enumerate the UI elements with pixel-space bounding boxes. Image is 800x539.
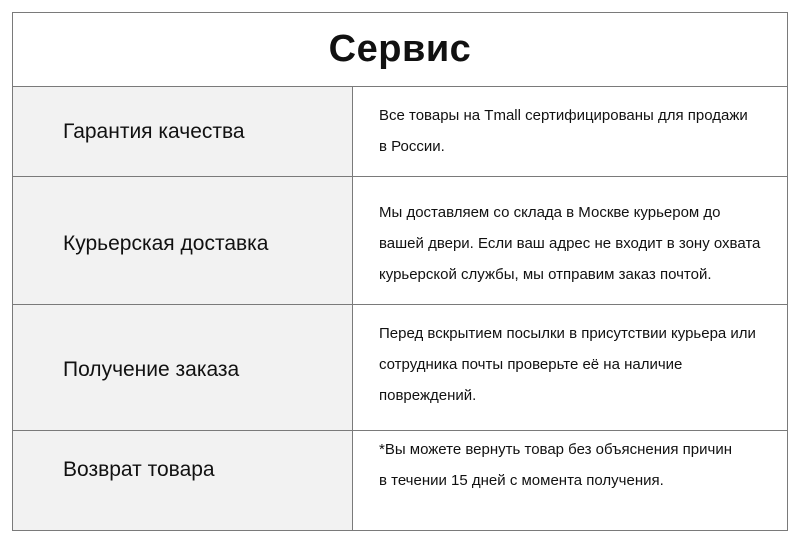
description-line: *Вы можете вернуть товар без объяснения причин — [379, 441, 732, 458]
description-line: курьерской службы, мы отправим заказ почтой. — [379, 266, 712, 283]
row-description — [353, 431, 787, 530]
table-row-courier-delivery — [13, 177, 787, 305]
service-table — [12, 12, 788, 531]
table-row-quality-guarantee — [13, 87, 787, 177]
table-row-returns — [13, 431, 787, 530]
description-line: в течении 15 дней с момента получения. — [379, 472, 664, 489]
description-line: Перед вскрытием посылки в присутствии курьера или — [379, 325, 756, 342]
description-line: Мы доставляем со склада в Москве курьером до — [379, 204, 721, 221]
description-line: в России. — [379, 138, 445, 155]
table-row-order-receipt — [13, 305, 787, 431]
description-line: вашей двери. Если ваш адрес не входит в зону охвата — [379, 235, 761, 252]
table-title: Сервис — [328, 28, 472, 70]
row-description — [353, 305, 787, 430]
row-label: Возврат товара — [13, 431, 353, 530]
row-description — [353, 87, 787, 176]
description-line: сотрудника почты проверьте её на наличие — [379, 356, 683, 373]
description-line: повреждений. — [379, 387, 477, 404]
row-label: Курьерская доставка — [13, 177, 353, 304]
row-label: Получение заказа — [13, 305, 353, 430]
title-row — [13, 13, 787, 87]
description-line: Все товары на Tmall сертифицированы для продажи — [379, 107, 748, 124]
row-description — [353, 177, 787, 304]
row-label: Гарантия качества — [13, 87, 353, 176]
